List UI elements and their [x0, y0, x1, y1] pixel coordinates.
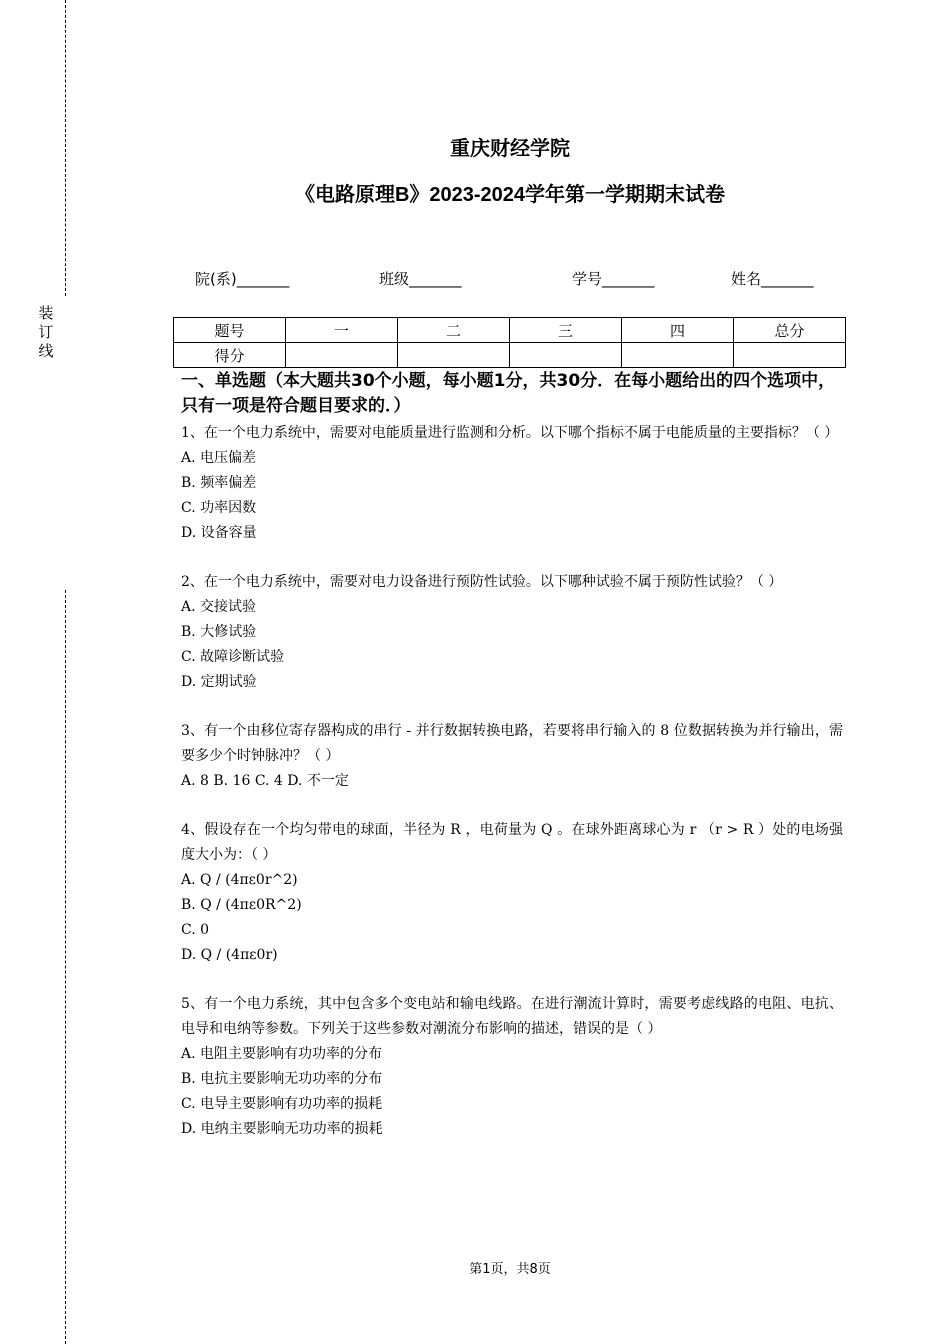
info-blank: _______ [236, 270, 290, 288]
score-header-cell: 总分 [734, 318, 846, 343]
question-2 [181, 570, 843, 695]
score-cell [622, 343, 734, 368]
question-option: D. 定期试验 [181, 674, 257, 690]
score-header-cell: 题号 [174, 318, 286, 343]
binding-char: 订 [38, 323, 54, 341]
question-option: A. 交接试验 [181, 599, 257, 615]
info-class [379, 268, 462, 289]
info-student-id [572, 268, 655, 289]
question-option: D. 设备容量 [181, 525, 257, 541]
score-header-cell: 一 [286, 318, 398, 343]
question-option: D. Q / (4πε0r) [181, 947, 278, 963]
score-cell [398, 343, 510, 368]
question-option: B. 电抗主要影响无功功率的分布 [181, 1071, 383, 1087]
question-option: C. 功率因数 [181, 500, 257, 516]
question-option: A. 8 B. 16 C. 4 D. 不一定 [181, 773, 349, 789]
question-option: D. 电纳主要影响无功功率的损耗 [181, 1121, 383, 1137]
question-text: 1、在一个电力系统中，需要对电能质量进行监测和分析。以下哪个指标不属于电能质量的主要指标？（ ） [181, 425, 839, 441]
question-5 [181, 992, 843, 1142]
exam-content [181, 369, 843, 1142]
question-option: B. 大修试验 [181, 624, 257, 640]
question-text: 5、有一个电力系统，其中包含多个变电站和输电线路。在进行潮流计算时，需要考虑线路的电阻、电抗、电导和电纳等参数。下列关于这些参数对潮流分布影响的描述，错误的是（ ） [181, 996, 843, 1037]
info-name [731, 268, 814, 289]
question-text: 2、在一个电力系统中，需要对电力设备进行预防性试验。以下哪种试验不属于预防性试验？（ ） [181, 574, 783, 590]
exam-title: 《电路原理B》2023-2024学年第一学期期末试卷 [294, 184, 726, 206]
question-text: 3、有一个由移位寄存器构成的串行 - 并行数据转换电路，若要将串行输入的 8 位数据转换为并行输出，需要多少个时钟脉冲？（ ） [181, 723, 843, 764]
question-option: A. Q / (4πε0r^2) [181, 872, 298, 888]
question-option: A. 电阻主要影响有功功率的分布 [181, 1046, 383, 1062]
binding-label [37, 304, 55, 361]
question-option: C. 0 [181, 922, 210, 938]
info-label: 院(系) [195, 270, 237, 288]
info-label: 班级 [379, 270, 410, 288]
page-footer: 第1页，共8页 [469, 1262, 551, 1277]
info-label: 学号 [572, 270, 603, 288]
score-cell [510, 343, 622, 368]
info-department [195, 268, 289, 289]
info-label: 姓名 [731, 270, 762, 288]
info-blank: _______ [602, 270, 655, 288]
question-option: B. 频率偏差 [181, 475, 257, 491]
score-cell [286, 343, 398, 368]
question-1 [181, 421, 843, 546]
school-name: 重庆财经学院 [450, 138, 570, 160]
score-table-header-row [174, 318, 846, 343]
question-3 [181, 719, 843, 794]
score-header-cell: 四 [622, 318, 734, 343]
question-text: 4、假设存在一个均匀带电的球面，半径为 R ，电荷量为 Q 。在球外距离球心为 r （r > R ）处的电场强度大小为：（ ） [181, 822, 843, 863]
binding-line-bottom [65, 590, 66, 1344]
question-4 [181, 818, 843, 968]
score-table-score-row [174, 343, 846, 368]
binding-char: 线 [38, 342, 54, 360]
info-blank: _______ [761, 270, 814, 288]
question-option: C. 故障诊断试验 [181, 649, 285, 665]
info-blank: _______ [409, 270, 462, 288]
score-header-cell: 二 [398, 318, 510, 343]
score-table [173, 317, 846, 368]
section-heading: 一、单选题（本大题共30个小题，每小题1分，共30分．在每小题给出的四个选项中，只有一项是符合题目要求的．） [181, 371, 836, 416]
score-header-cell: 三 [510, 318, 622, 343]
question-option: C. 电导主要影响有功功率的损耗 [181, 1096, 383, 1112]
question-option: A. 电压偏差 [181, 450, 257, 466]
score-row-label: 得分 [174, 343, 286, 368]
question-option: B. Q / (4πε0R^2) [181, 897, 302, 913]
binding-char: 装 [38, 304, 54, 322]
score-cell [734, 343, 846, 368]
